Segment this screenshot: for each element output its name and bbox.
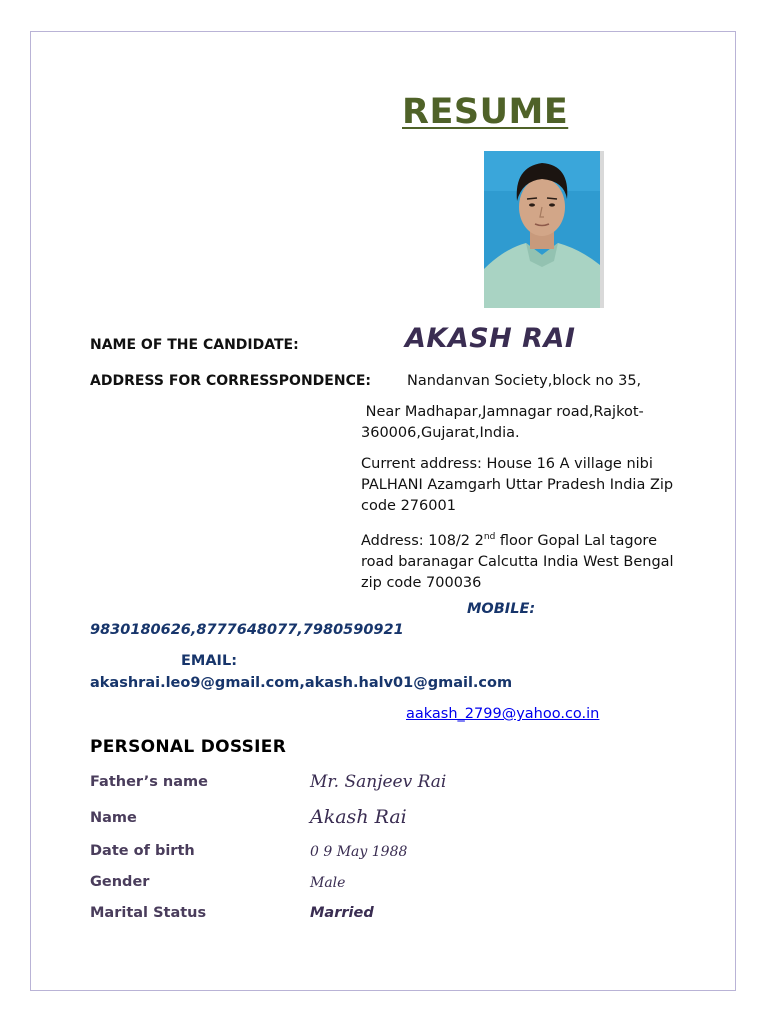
dossier-label-fathers-name: Father’s name (90, 774, 208, 790)
dossier-label-date-of-birth: Date of birth (90, 843, 195, 859)
alternate-address-superscript: nd (483, 532, 496, 542)
address-label: ADDRESS FOR CORRESSPONDENCE: (90, 373, 372, 389)
mobile-numbers: 9830180626,8777648077,7980590921 (90, 622, 404, 638)
alternate-address (361, 527, 681, 594)
personal-dossier-heading: PERSONAL DOSSIER (90, 737, 287, 757)
email-addresses: akashrai.leo9@gmail.com,akash.halv01@gmail.com (90, 675, 513, 691)
dossier-value-marital-status: Married (310, 905, 374, 921)
candidate-name-label: NAME OF THE CANDIDATE: (90, 337, 299, 353)
yahoo-email-link[interactable]: aakash_2799@yahoo.co.in (406, 706, 600, 722)
dossier-label-gender: Gender (90, 874, 150, 890)
current-address: Current address: House 16 A village nibi PALHANI Azamgarh Uttar Pradesh India Zip code 276001 (361, 456, 674, 514)
dossier-label-marital-status: Marital Status (90, 905, 207, 921)
email-label: EMAIL: (181, 653, 237, 669)
alternate-address-rest: floor Gopal Lal tagore road baranagar Calcutta India West Bengal zip code 700036 (361, 532, 674, 591)
dossier-value-gender: Male (310, 875, 346, 891)
dossier-label-name: Name (90, 810, 137, 826)
address-line-1: Nandanvan Society,block no 35, (407, 373, 642, 389)
dossier-value-date-of-birth: 0 9 May 1988 (310, 844, 408, 860)
candidate-photo (484, 151, 604, 308)
resume-title: RESUME (402, 92, 569, 132)
address-line-2: Near Madhapar,Jamnagar road,Rajkot-360006,Gujarat,India. (361, 404, 644, 441)
mobile-label: MOBILE: (467, 601, 536, 617)
alternate-address-prefix: Address: 108/2 2 (361, 532, 484, 549)
dossier-value-name: Akash Rai (310, 806, 407, 828)
candidate-name: AKASH RAI (405, 323, 576, 354)
dossier-value-fathers-name: Mr. Sanjeev Rai (310, 772, 447, 792)
